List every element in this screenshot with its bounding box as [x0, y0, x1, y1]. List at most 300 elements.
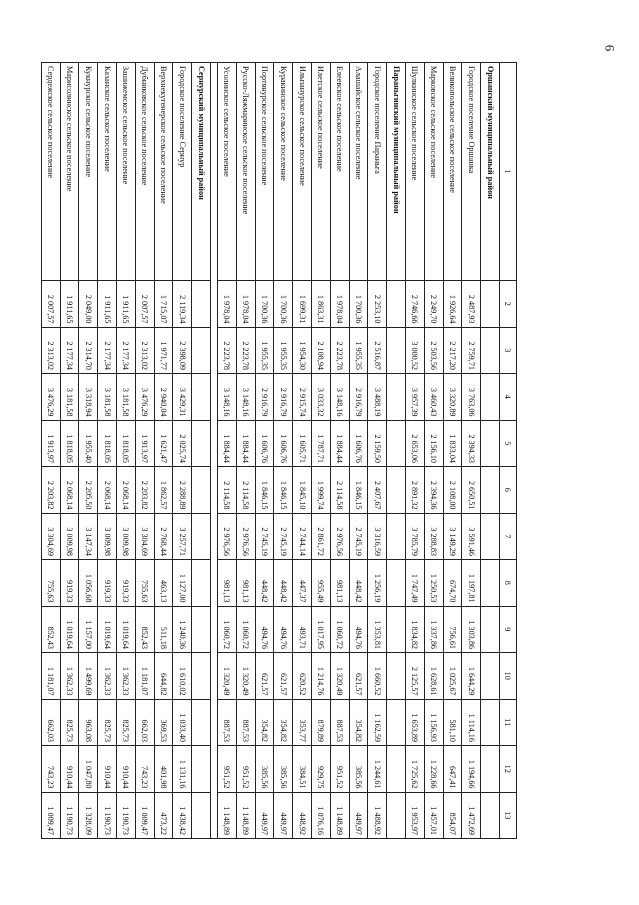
district-row: [387, 63, 406, 839]
settlement-name: Верхнекугенерское сельское поселение: [154, 63, 173, 281]
empty-cell: [192, 374, 211, 421]
value-cell: 1 700,36: [255, 281, 274, 328]
value-cell: 1 621,47: [154, 420, 173, 467]
value-cell: 448,42: [274, 560, 293, 607]
value-cell: 1 362,33: [117, 653, 136, 700]
district-row: [192, 63, 211, 839]
settlement-name: Куракинское сельское поселение: [274, 63, 293, 281]
settlement-name: Городское поселение Оршанка: [462, 63, 481, 281]
value-cell: 511,18: [154, 606, 173, 653]
table-row: [98, 63, 117, 839]
value-cell: 1 884,44: [330, 420, 349, 467]
column-header: 2: [500, 281, 517, 328]
empty-cell: [387, 746, 406, 793]
value-cell: 2 976,56: [236, 513, 255, 560]
value-cell: 621,57: [255, 653, 274, 700]
empty-cell: [192, 653, 211, 700]
value-cell: 353,77: [293, 699, 312, 746]
value-cell: 647,41: [443, 746, 462, 793]
value-cell: 2 203,82: [135, 467, 154, 514]
empty-cell: [481, 420, 500, 467]
value-cell: 3 181,58: [98, 374, 117, 421]
value-cell: 1 214,76: [312, 653, 331, 700]
empty-cell: [387, 374, 406, 421]
value-cell: 825,73: [98, 699, 117, 746]
value-cell: 493,71: [293, 606, 312, 653]
value-cell: 1 999,74: [312, 467, 331, 514]
value-cell: 1 913,97: [135, 420, 154, 467]
empty-cell: [481, 746, 500, 793]
empty-cell: [481, 792, 500, 839]
value-cell: 621,57: [349, 653, 368, 700]
spacer-row: [211, 63, 218, 839]
value-cell: 1 660,52: [368, 653, 387, 700]
settlement-name: Городское поселение Сернур: [173, 63, 192, 281]
value-cell: 448,92: [293, 792, 312, 839]
district-row: [481, 63, 500, 839]
empty-cell: [481, 560, 500, 607]
value-cell: 1 019,64: [60, 606, 79, 653]
value-cell: 2 068,14: [60, 467, 79, 514]
settlement-name: Кукнурское сельское поселение: [79, 63, 98, 281]
value-cell: 2 223,78: [236, 327, 255, 374]
column-header: 4: [500, 374, 517, 421]
value-cell: 963,08: [79, 699, 98, 746]
value-cell: 2 249,70: [424, 281, 443, 328]
column-header: 3: [500, 327, 517, 374]
value-cell: 2 119,34: [173, 281, 192, 328]
value-cell: 755,63: [41, 560, 60, 607]
value-cell: 1 818,05: [117, 420, 136, 467]
column-header: 9: [500, 606, 517, 653]
settlement-name: Шулкинское сельское поселение: [406, 63, 425, 281]
value-cell: 2 976,56: [330, 513, 349, 560]
value-cell: 3 288,83: [424, 513, 443, 560]
value-cell: 887,53: [236, 699, 255, 746]
value-cell: 1 019,64: [117, 606, 136, 653]
value-cell: 354,82: [274, 699, 293, 746]
value-cell: 2 007,57: [41, 281, 60, 328]
empty-cell: [481, 327, 500, 374]
value-cell: 2 177,34: [117, 327, 136, 374]
value-cell: 473,22: [154, 792, 173, 839]
value-cell: 2 516,87: [368, 327, 387, 374]
column-header: 8: [500, 560, 517, 607]
tariff-table: [41, 62, 517, 839]
page-number: 6: [602, 44, 618, 52]
settlement-name: Илетское сельское поселение: [312, 63, 331, 281]
value-cell: 448,42: [255, 560, 274, 607]
empty-cell: [192, 606, 211, 653]
value-cell: 825,73: [60, 699, 79, 746]
value-cell: 1 256,19: [368, 560, 387, 607]
value-cell: 951,52: [218, 746, 237, 793]
value-cell: 1 148,89: [330, 792, 349, 839]
value-cell: 385,56: [274, 746, 293, 793]
value-cell: 2 314,70: [79, 327, 98, 374]
table-row: [293, 63, 312, 839]
value-cell: 2 156,10: [424, 420, 443, 467]
value-cell: 2 125,57: [406, 653, 425, 700]
district-name: Сернурский муниципальный район: [192, 63, 211, 281]
value-cell: 981,13: [236, 560, 255, 607]
value-cell: 3 763,06: [462, 374, 481, 421]
value-cell: 2 177,34: [60, 327, 79, 374]
value-cell: 3 009,98: [60, 513, 79, 560]
table-row: [255, 63, 274, 839]
value-cell: 1 606,76: [274, 420, 293, 467]
value-cell: 2 891,32: [406, 467, 425, 514]
value-cell: 1 845,10: [293, 467, 312, 514]
value-cell: 2 768,44: [154, 513, 173, 560]
value-cell: 3 000,52: [406, 327, 425, 374]
empty-cell: [192, 327, 211, 374]
value-cell: 385,56: [255, 746, 274, 793]
value-cell: 1 884,44: [218, 420, 237, 467]
value-cell: 3 304,69: [135, 513, 154, 560]
value-cell: 1 025,67: [443, 653, 462, 700]
value-cell: 1 228,66: [424, 746, 443, 793]
value-cell: 1 787,71: [312, 420, 331, 467]
value-cell: 854,07: [443, 792, 462, 839]
table-container: [46, 62, 517, 838]
value-cell: 951,52: [236, 746, 255, 793]
value-cell: 494,76: [274, 606, 293, 653]
value-cell: 1 017,95: [312, 606, 331, 653]
value-cell: 1 846,15: [255, 467, 274, 514]
value-cell: 449,97: [349, 792, 368, 839]
value-cell: 1 725,62: [406, 746, 425, 793]
empty-cell: [192, 746, 211, 793]
value-cell: 2 114,58: [330, 467, 349, 514]
value-cell: 620,52: [293, 653, 312, 700]
column-header: 11: [500, 699, 517, 746]
value-cell: 2 205,50: [79, 467, 98, 514]
value-cell: 2 159,50: [368, 420, 387, 467]
value-cell: 1 862,57: [154, 467, 173, 514]
value-cell: 354,82: [349, 699, 368, 746]
empty-cell: [192, 420, 211, 467]
column-header: 7: [500, 513, 517, 560]
empty-cell: [481, 653, 500, 700]
value-cell: 1 628,61: [424, 653, 443, 700]
value-cell: 662,03: [135, 699, 154, 746]
value-cell: 1 953,97: [406, 792, 425, 839]
value-cell: 1 250,53: [424, 560, 443, 607]
column-header: 5: [500, 420, 517, 467]
value-cell: 1 009,47: [41, 792, 60, 839]
value-cell: 2 068,14: [117, 467, 136, 514]
value-cell: 3 488,19: [368, 374, 387, 421]
value-cell: 3 148,16: [236, 374, 255, 421]
value-cell: 1 362,33: [60, 653, 79, 700]
value-cell: 2 940,04: [154, 374, 173, 421]
value-cell: 3 591,46: [462, 513, 481, 560]
value-cell: 2 313,02: [135, 327, 154, 374]
value-cell: 1 605,71: [293, 420, 312, 467]
value-cell: 1 197,81: [462, 560, 481, 607]
value-cell: 1 699,31: [293, 281, 312, 328]
value-cell: 1 157,00: [79, 606, 98, 653]
value-cell: 3 009,98: [117, 513, 136, 560]
spacer-cell: [211, 63, 218, 839]
settlement-name: Елеевское сельское поселение: [330, 63, 349, 281]
value-cell: 384,51: [293, 746, 312, 793]
value-cell: 1 610,02: [173, 653, 192, 700]
value-cell: 887,53: [330, 699, 349, 746]
value-cell: 3 147,34: [79, 513, 98, 560]
value-cell: 1 190,73: [117, 792, 136, 839]
column-header: 6: [500, 467, 517, 514]
value-cell: 494,76: [255, 606, 274, 653]
value-cell: 3 318,94: [79, 374, 98, 421]
empty-cell: [387, 281, 406, 328]
value-cell: 448,42: [349, 560, 368, 607]
value-cell: 1 320,49: [218, 653, 237, 700]
value-cell: 1 303,86: [462, 606, 481, 653]
column-header: 1: [500, 63, 517, 281]
table-row: [330, 63, 349, 839]
value-cell: 1 337,86: [424, 606, 443, 653]
value-cell: 3 033,32: [312, 374, 331, 421]
table-row: [135, 63, 154, 839]
empty-cell: [192, 281, 211, 328]
empty-cell: [481, 513, 500, 560]
settlement-name: Портянурское сельское поселение: [255, 63, 274, 281]
value-cell: 1 644,29: [462, 653, 481, 700]
table-row: [274, 63, 293, 839]
value-cell: 981,13: [218, 560, 237, 607]
value-cell: 1 194,66: [462, 746, 481, 793]
value-cell: 1 955,35: [274, 327, 293, 374]
value-cell: 955,49: [312, 560, 331, 607]
value-cell: 3 181,58: [60, 374, 79, 421]
value-cell: 910,44: [117, 746, 136, 793]
value-cell: 919,33: [98, 560, 117, 607]
value-cell: 1 328,09: [79, 792, 98, 839]
value-cell: 1 499,69: [79, 653, 98, 700]
value-cell: 385,56: [349, 746, 368, 793]
value-cell: 621,57: [274, 653, 293, 700]
table-row: [349, 63, 368, 839]
value-cell: 919,33: [117, 560, 136, 607]
settlement-name: Дубниковское сельское поселение: [135, 63, 154, 281]
value-cell: 447,37: [293, 560, 312, 607]
value-cell: 1 190,73: [60, 792, 79, 839]
value-cell: 1 060,72: [236, 606, 255, 653]
value-cell: 1 911,65: [60, 281, 79, 328]
district-name: Параньгинский муниципальный район: [387, 63, 406, 281]
empty-cell: [192, 792, 211, 839]
settlement-name: Зашижемское сельское поселение: [117, 63, 136, 281]
empty-cell: [481, 374, 500, 421]
value-cell: 2 203,82: [41, 467, 60, 514]
value-cell: 929,75: [312, 746, 331, 793]
column-header: 13: [500, 792, 517, 839]
empty-cell: [481, 699, 500, 746]
value-cell: 1 438,42: [173, 792, 192, 839]
value-cell: 2 114,58: [236, 467, 255, 514]
value-cell: 2 407,67: [368, 467, 387, 514]
table-body: [41, 63, 499, 839]
value-cell: 1 911,65: [98, 281, 117, 328]
value-cell: 1 056,68: [79, 560, 98, 607]
value-cell: 662,03: [41, 699, 60, 746]
table-row: [117, 63, 136, 839]
value-cell: 2 288,89: [173, 467, 192, 514]
value-cell: 2 916,79: [255, 374, 274, 421]
value-cell: 2 217,20: [443, 327, 462, 374]
empty-cell: [192, 560, 211, 607]
value-cell: 3 957,39: [406, 374, 425, 421]
empty-cell: [192, 513, 211, 560]
empty-cell: [387, 513, 406, 560]
value-cell: 1 019,64: [98, 606, 117, 653]
value-cell: 879,89: [312, 699, 331, 746]
column-header: 10: [500, 653, 517, 700]
empty-cell: [192, 467, 211, 514]
value-cell: 2 313,02: [41, 327, 60, 374]
value-cell: 401,98: [154, 746, 173, 793]
settlement-name: Ильпанурское сельское поселение: [293, 63, 312, 281]
value-cell: 3 320,89: [443, 374, 462, 421]
value-cell: 1 472,69: [462, 792, 481, 839]
value-cell: 1 926,64: [443, 281, 462, 328]
value-cell: 2 745,19: [255, 513, 274, 560]
value-cell: 354,82: [255, 699, 274, 746]
table-row: [236, 63, 255, 839]
value-cell: 2 253,10: [368, 281, 387, 328]
value-cell: 3 460,43: [424, 374, 443, 421]
value-cell: 1 834,82: [406, 606, 425, 653]
value-cell: 1 047,80: [79, 746, 98, 793]
value-cell: 1 955,40: [79, 420, 98, 467]
value-cell: 825,73: [117, 699, 136, 746]
settlement-name: Сердежское сельское поселение: [41, 63, 60, 281]
value-cell: 2 976,56: [218, 513, 237, 560]
table-row: [41, 63, 60, 839]
value-cell: 2 025,74: [173, 420, 192, 467]
value-cell: 852,43: [135, 606, 154, 653]
empty-cell: [481, 467, 500, 514]
table-row: [312, 63, 331, 839]
value-cell: 2 068,14: [98, 467, 117, 514]
value-cell: 1 244,61: [368, 746, 387, 793]
value-cell: 369,53: [154, 699, 173, 746]
empty-cell: [387, 327, 406, 374]
value-cell: 887,53: [218, 699, 237, 746]
value-cell: 951,52: [330, 746, 349, 793]
empty-cell: [387, 699, 406, 746]
value-cell: 1 148,89: [218, 792, 237, 839]
value-cell: 1 913,97: [41, 420, 60, 467]
value-cell: 1 114,16: [462, 699, 481, 746]
value-cell: 910,44: [60, 746, 79, 793]
table-row: [443, 63, 462, 839]
value-cell: 1 131,16: [173, 746, 192, 793]
settlement-name: Русско-Ляжмаринское сельское поселение: [236, 63, 255, 281]
value-cell: 3 476,29: [135, 374, 154, 421]
value-cell: 755,63: [135, 560, 154, 607]
settlement-name: Марисолинское сельское поселение: [60, 63, 79, 281]
value-cell: 1 954,30: [293, 327, 312, 374]
value-cell: 3 009,98: [98, 513, 117, 560]
value-cell: 581,10: [443, 699, 462, 746]
value-cell: 743,23: [41, 746, 60, 793]
value-cell: 2 007,57: [135, 281, 154, 328]
value-cell: 2 916,79: [349, 374, 368, 421]
value-cell: 1 148,89: [236, 792, 255, 839]
value-cell: 463,13: [154, 560, 173, 607]
table-row: [218, 63, 237, 839]
empty-cell: [481, 281, 500, 328]
value-cell: 2 108,00: [443, 467, 462, 514]
settlement-name: Усолинское сельское поселение: [218, 63, 237, 281]
value-cell: 2 503,56: [424, 327, 443, 374]
value-cell: 1 846,15: [349, 467, 368, 514]
value-cell: 2 759,71: [462, 327, 481, 374]
value-cell: 2 223,78: [330, 327, 349, 374]
value-cell: 1 818,05: [98, 420, 117, 467]
value-cell: 2 223,78: [218, 327, 237, 374]
empty-cell: [481, 606, 500, 653]
value-cell: 2 861,72: [312, 513, 331, 560]
district-name: Оршанский муниципальный район: [481, 63, 500, 281]
value-cell: 1 156,93: [424, 699, 443, 746]
value-cell: 1 190,73: [98, 792, 117, 839]
value-cell: 756,61: [443, 606, 462, 653]
value-cell: 1 971,77: [154, 327, 173, 374]
value-cell: 1 747,49: [406, 560, 425, 607]
value-cell: 3 476,29: [41, 374, 60, 421]
value-cell: 2 114,58: [218, 467, 237, 514]
value-cell: 1 076,16: [312, 792, 331, 839]
settlement-name: Городское поселение Параньга: [368, 63, 387, 281]
value-cell: 1 606,76: [349, 420, 368, 467]
value-cell: 1 863,31: [312, 281, 331, 328]
value-cell: 1 978,04: [330, 281, 349, 328]
value-cell: 1 162,59: [368, 699, 387, 746]
value-cell: 1 911,65: [117, 281, 136, 328]
value-cell: 3 148,16: [330, 374, 349, 421]
value-cell: 743,23: [135, 746, 154, 793]
value-cell: 1 955,35: [255, 327, 274, 374]
value-cell: 1 009,47: [135, 792, 154, 839]
value-cell: 644,82: [154, 653, 173, 700]
empty-cell: [387, 653, 406, 700]
value-cell: 2 108,94: [312, 327, 331, 374]
value-cell: 1 181,07: [41, 653, 60, 700]
value-cell: 1 700,36: [349, 281, 368, 328]
value-cell: 1 457,01: [424, 792, 443, 839]
value-cell: 1 846,15: [274, 467, 293, 514]
value-cell: 1 060,72: [218, 606, 237, 653]
value-cell: 1 653,89: [406, 699, 425, 746]
table-row: [424, 63, 443, 839]
value-cell: 674,70: [443, 560, 462, 607]
value-cell: 1 181,07: [135, 653, 154, 700]
value-cell: 1 700,36: [274, 281, 293, 328]
value-cell: 2 650,51: [462, 467, 481, 514]
value-cell: 3 181,58: [117, 374, 136, 421]
value-cell: 1 353,81: [368, 606, 387, 653]
value-cell: 2 746,66: [406, 281, 425, 328]
table-row: [462, 63, 481, 839]
table-row: [406, 63, 425, 839]
value-cell: 1 320,49: [236, 653, 255, 700]
value-cell: 1 715,07: [154, 281, 173, 328]
settlement-name: Алашайское сельское поселение: [349, 63, 368, 281]
